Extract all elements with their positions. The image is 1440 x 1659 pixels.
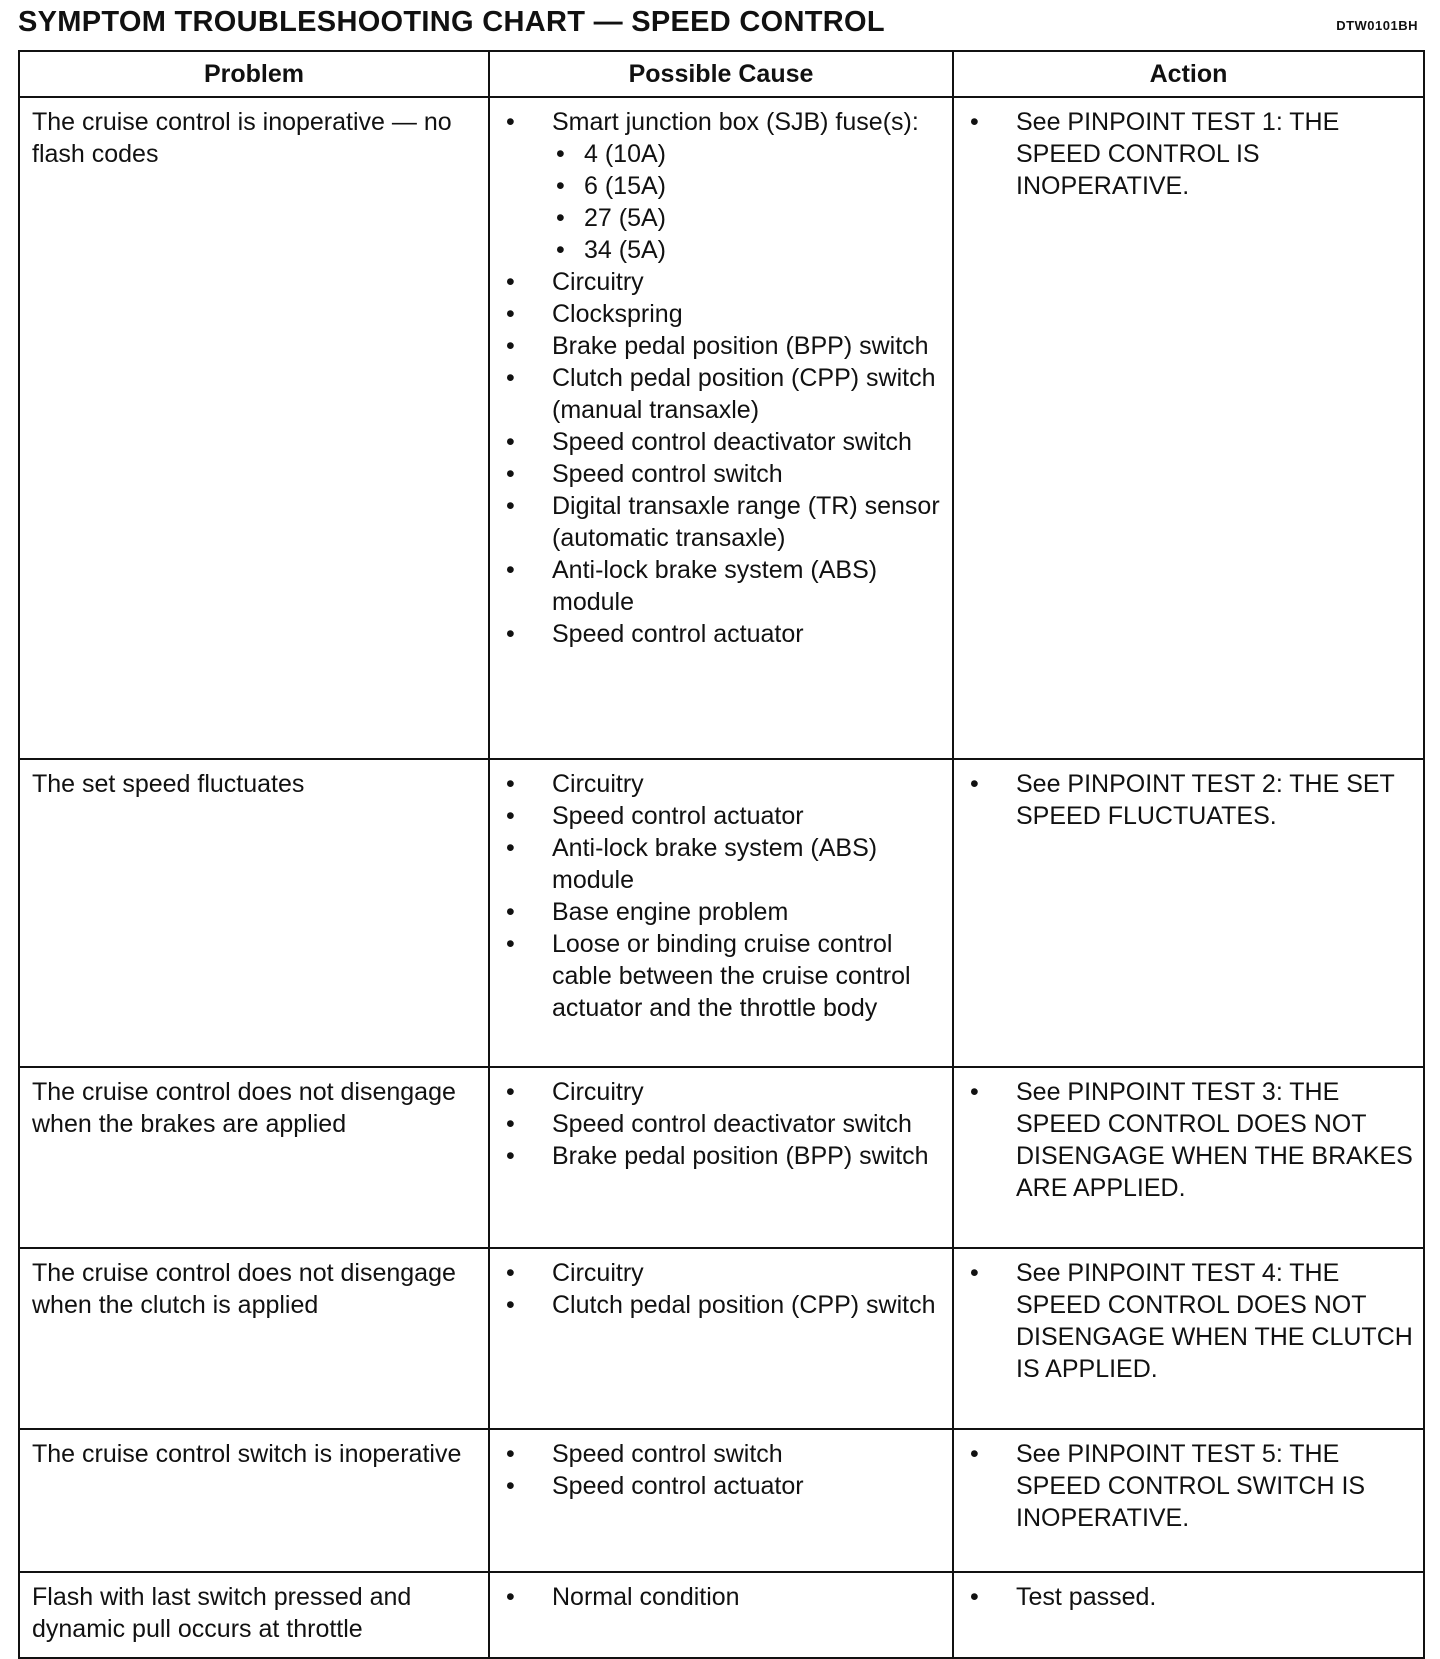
document-code: DTW0101BH (1336, 18, 1418, 33)
action-item: • See PINPOINT TEST 3: THE SPEED CONTROL DOES NOT DISENGAGE WHEN THE BRAKES ARE APPLIED. (966, 1076, 1413, 1204)
cause-item: • Speed control actuator (502, 800, 942, 832)
cause-item: • Circuitry (502, 768, 942, 800)
table-header-row (19, 51, 1424, 97)
action-item: • See PINPOINT TEST 5: THE SPEED CONTROL SWITCH IS INOPERATIVE. (966, 1438, 1413, 1534)
cause-item: • Speed control deactivator switch (502, 426, 942, 458)
action-item: • See PINPOINT TEST 1: THE SPEED CONTROL IS INOPERATIVE. (966, 106, 1413, 202)
problem-cell: The cruise control is inoperative — no flash codes (19, 97, 489, 759)
column-header-cause: Possible Cause (489, 51, 953, 97)
cause-item: • Clutch pedal position (CPP) switch (502, 1289, 942, 1321)
action-cell (953, 1067, 1424, 1248)
action-list (966, 1076, 1413, 1204)
action-list (966, 768, 1413, 832)
cause-item: • Clockspring (502, 298, 942, 330)
action-cell (953, 1572, 1424, 1658)
column-header-problem: Problem (19, 51, 489, 97)
problem-cell: The cruise control does not disengage when the clutch is applied (19, 1248, 489, 1429)
action-cell (953, 759, 1424, 1067)
cause-item: • Base engine problem (502, 896, 942, 928)
fuse-item: • 27 (5A) (552, 202, 942, 234)
action-item: • Test passed. (966, 1581, 1413, 1613)
cause-item (502, 106, 942, 266)
fuse-item: • 6 (15A) (552, 170, 942, 202)
problem-cell: The cruise control switch is inoperative (19, 1429, 489, 1572)
cause-item: • Speed control actuator (502, 618, 942, 650)
cause-cell (489, 1572, 953, 1658)
cause-list (502, 106, 942, 650)
action-list (966, 1581, 1413, 1613)
cause-list (502, 1581, 942, 1613)
cause-item: • Speed control switch (502, 1438, 942, 1470)
page-title: SYMPTOM TROUBLESHOOTING CHART — SPEED CONTROL (18, 6, 885, 38)
cause-text: Smart junction box (SJB) fuse(s): (552, 108, 919, 136)
cause-item: • Loose or binding cruise control cable between the cruise control actuator and the throttle body (502, 928, 942, 1024)
cause-list (502, 1438, 942, 1502)
cause-cell (489, 1429, 953, 1572)
problem-cell: Flash with last switch pressed and dynamic pull occurs at throttle (19, 1572, 489, 1658)
problem-cell: The set speed fluctuates (19, 759, 489, 1067)
cause-item: • Circuitry (502, 1076, 942, 1108)
column-header-action: Action (953, 51, 1424, 97)
action-cell (953, 1429, 1424, 1572)
table-row (19, 97, 1424, 759)
action-item: • See PINPOINT TEST 4: THE SPEED CONTROL DOES NOT DISENGAGE WHEN THE CLUTCH IS APPLIED. (966, 1257, 1413, 1385)
cause-list (502, 1076, 942, 1172)
cause-item: • Speed control actuator (502, 1470, 942, 1502)
table-row (19, 1248, 1424, 1429)
page-header (18, 6, 1418, 46)
troubleshooting-table (18, 50, 1425, 1659)
cause-list (502, 1257, 942, 1321)
fuse-list (552, 138, 942, 266)
cause-item: • Digital transaxle range (TR) sensor (automatic transaxle) (502, 490, 942, 554)
action-item: • See PINPOINT TEST 2: THE SET SPEED FLUCTUATES. (966, 768, 1413, 832)
action-list (966, 106, 1413, 202)
cause-item: • Normal condition (502, 1581, 942, 1613)
cause-cell (489, 1248, 953, 1429)
cause-item: • Speed control switch (502, 458, 942, 490)
action-list (966, 1257, 1413, 1385)
cause-item: • Anti-lock brake system (ABS) module (502, 554, 942, 618)
cause-cell (489, 1067, 953, 1248)
cause-item: • Brake pedal position (BPP) switch (502, 330, 942, 362)
fuse-item: • 34 (5A) (552, 234, 942, 266)
cause-item: • Anti-lock brake system (ABS) module (502, 832, 942, 896)
table-row (19, 1429, 1424, 1572)
cause-item: • Circuitry (502, 1257, 942, 1289)
table-row (19, 759, 1424, 1067)
cause-cell (489, 759, 953, 1067)
cause-item: • Speed control deactivator switch (502, 1108, 942, 1140)
table-row (19, 1572, 1424, 1658)
table-row (19, 1067, 1424, 1248)
cause-cell (489, 97, 953, 759)
action-cell (953, 97, 1424, 759)
action-cell (953, 1248, 1424, 1429)
cause-item: • Circuitry (502, 266, 942, 298)
problem-cell: The cruise control does not disengage when the brakes are applied (19, 1067, 489, 1248)
cause-item: • Clutch pedal position (CPP) switch (manual transaxle) (502, 362, 942, 426)
action-list (966, 1438, 1413, 1534)
fuse-item: • 4 (10A) (552, 138, 942, 170)
cause-item: • Brake pedal position (BPP) switch (502, 1140, 942, 1172)
cause-list (502, 768, 942, 1024)
